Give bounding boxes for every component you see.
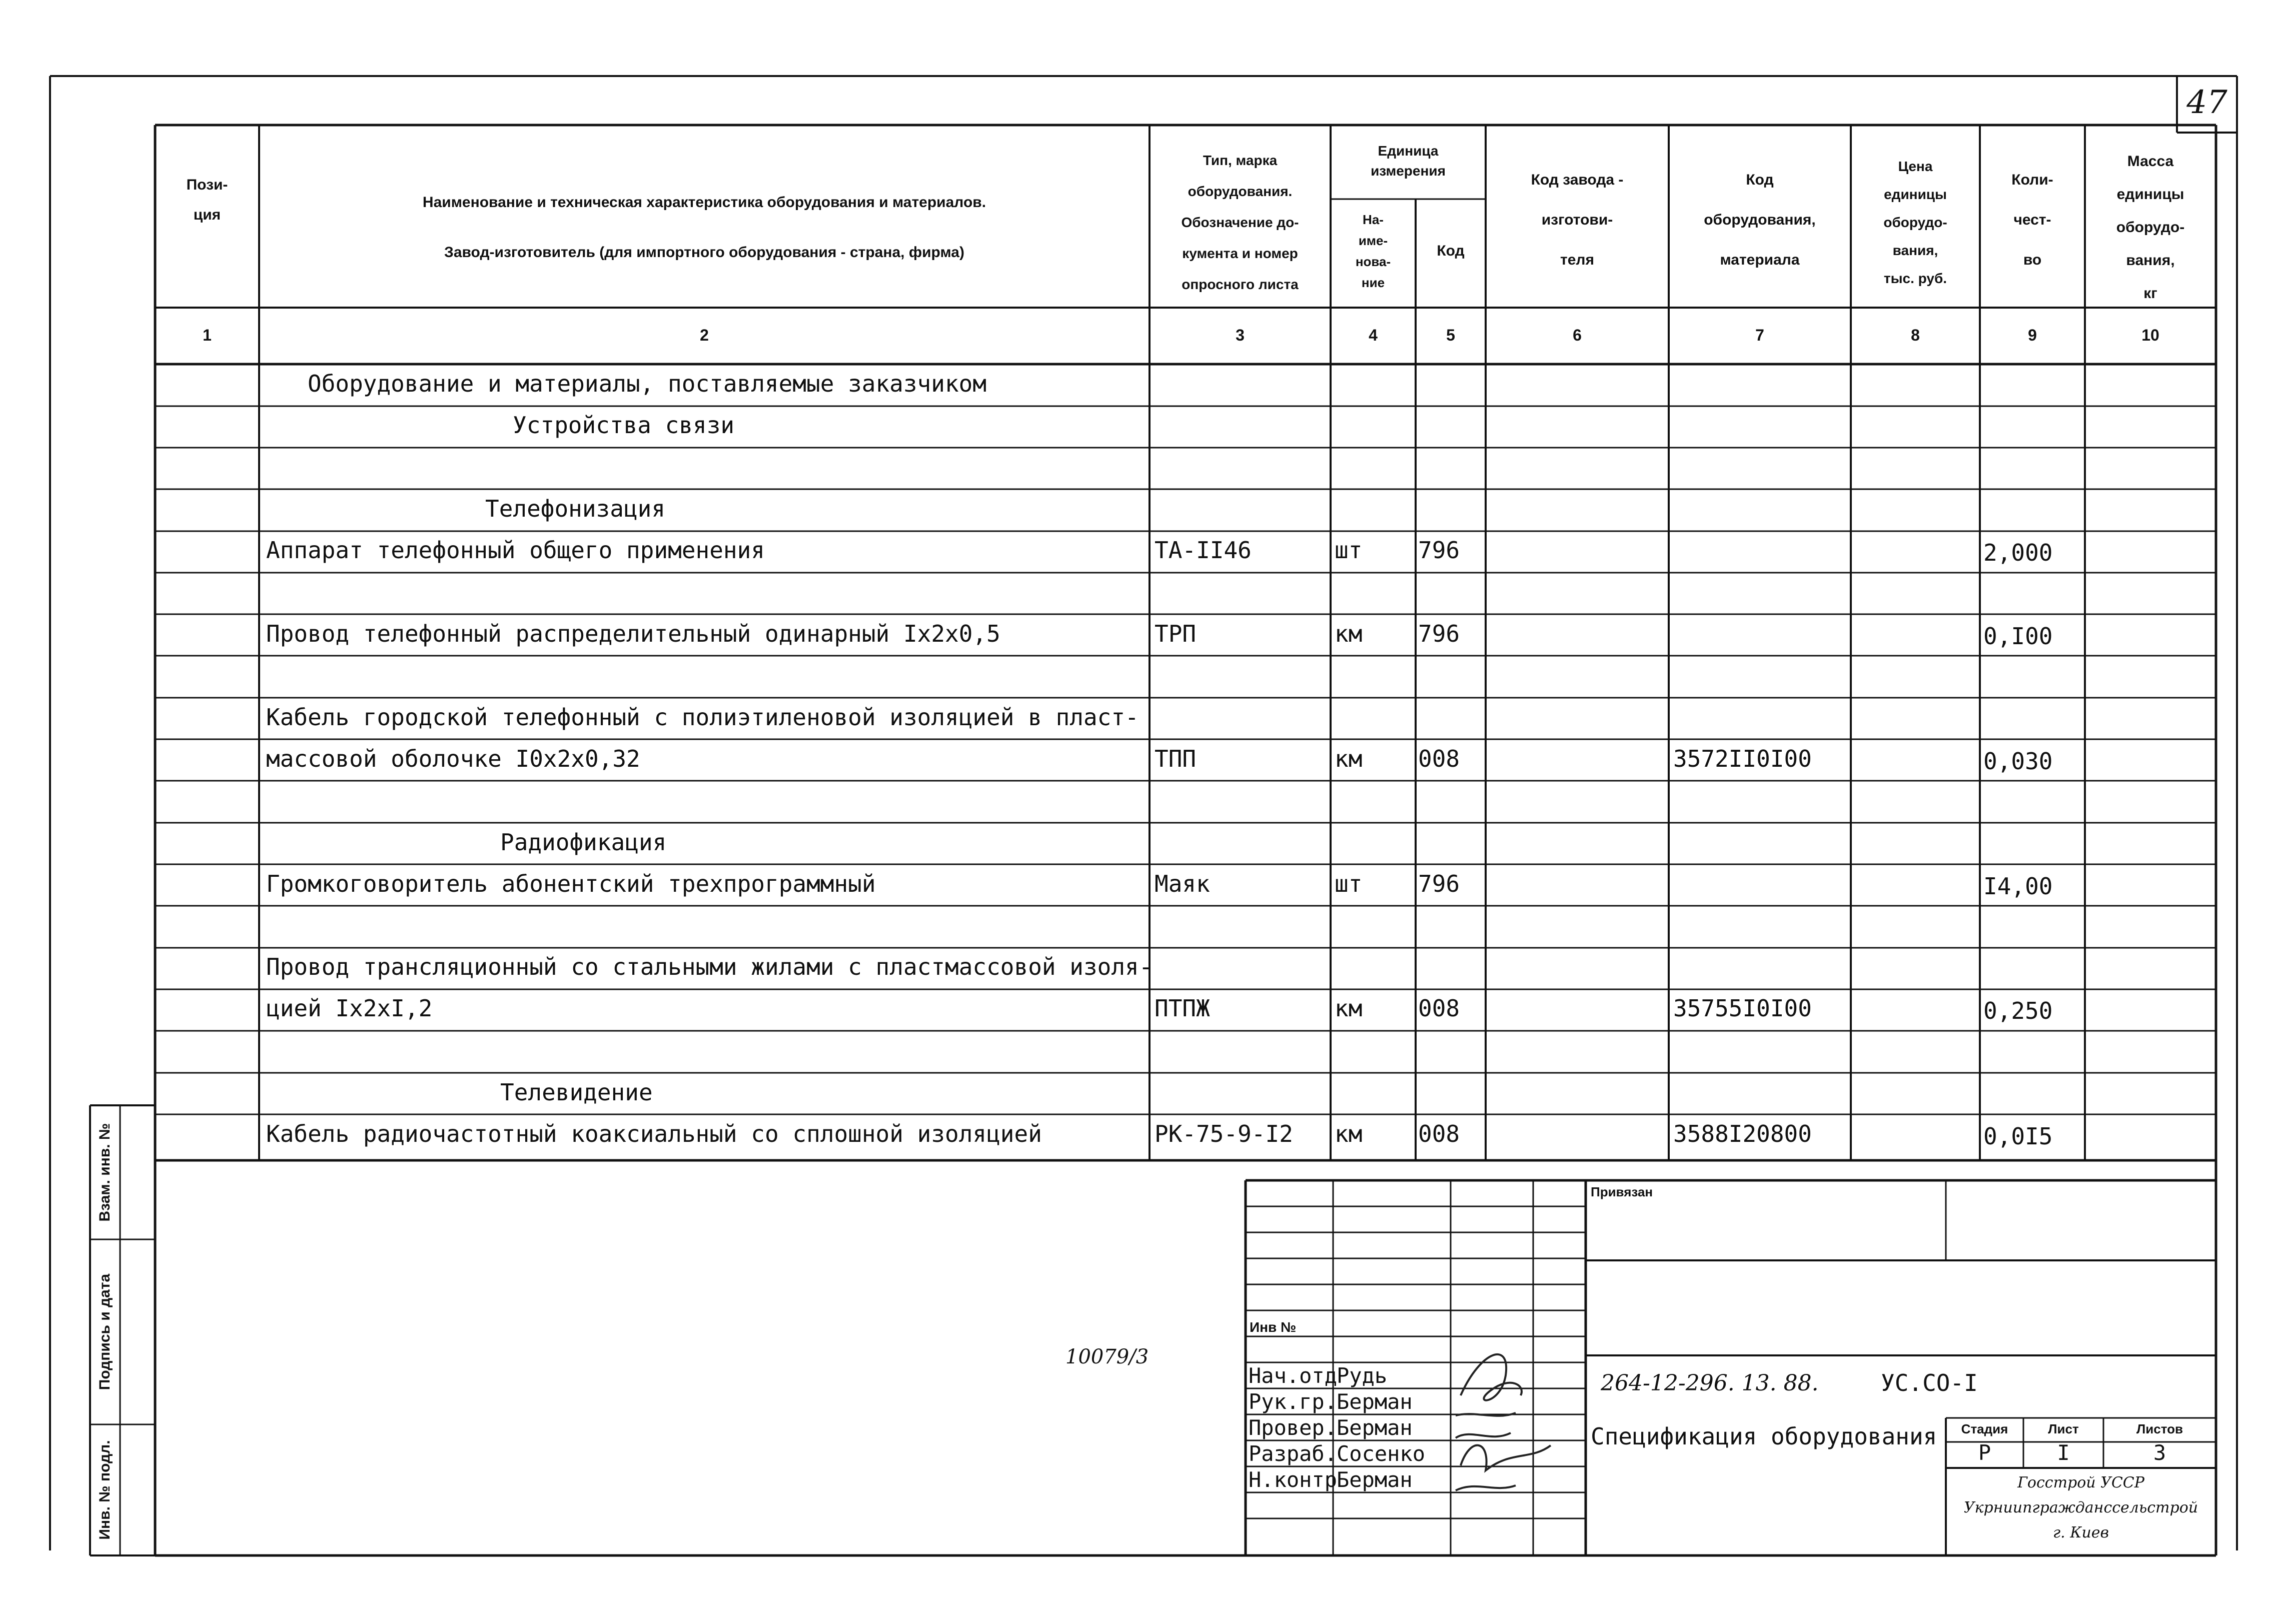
item-name: Громкоговоритель абонентский трехпрограммный <box>266 870 876 897</box>
sheet-value: I <box>2057 1440 2070 1465</box>
column-number: 4 <box>1369 326 1378 344</box>
item-qty: 0,030 <box>1983 748 2053 775</box>
staff-role: Разраб. <box>1249 1441 1338 1466</box>
header-factory-code: Код завода - изготови- теля <box>1531 172 1624 268</box>
item-material-code: 35755I0I00 <box>1673 995 1812 1022</box>
staff-role: Н.контр <box>1249 1467 1338 1492</box>
side-stamp-replaced-inv: Взам. инв. № <box>97 1123 113 1222</box>
item-unit-code: 796 <box>1418 537 1460 564</box>
staff-role: Рук.гр. <box>1249 1389 1338 1414</box>
header-mass: Масса единицы оборудо- вания, кг <box>2116 153 2185 302</box>
item-unit: шт <box>1335 537 1363 564</box>
sheet-label: Лист <box>2048 1421 2079 1436</box>
item-type: ТПП <box>1155 745 1197 772</box>
doc-code: УС.СО-I <box>1881 1369 1978 1396</box>
item-unit: шт <box>1335 870 1363 897</box>
inv-no-label: Инв № <box>1250 1319 1297 1335</box>
header-material-code: Код оборудования, материала <box>1704 172 1816 268</box>
header-unit-name: На- име- нова- ние <box>1355 212 1391 290</box>
header-unit: Единица измерения <box>1371 143 1446 179</box>
signatures <box>1451 1320 1601 1500</box>
header-name: Наименование и техническая характеристика оборудования и материалов. Завод-изготовитель (для импортного оборудования - страна, фирма) <box>422 194 986 261</box>
section-heading: Оборудование и материалы, поставляемые заказчиком <box>308 370 987 397</box>
column-number: 8 <box>1911 326 1920 344</box>
sheets-value: 3 <box>2153 1440 2166 1465</box>
side-stamp-signature-date: Подпись и дата <box>97 1273 113 1390</box>
item-unit-code: 008 <box>1418 1120 1460 1147</box>
section-heading: Телевидение <box>500 1079 653 1106</box>
staff-name: Берман <box>1337 1389 1413 1414</box>
column-number: 10 <box>2141 326 2159 344</box>
item-name: цией Iх2хI,2 <box>266 995 433 1022</box>
item-name: Кабель городской телефонный с полиэтиленовой изоляцией в пласт- <box>266 704 1139 731</box>
privyazan-label: Привязан <box>1591 1184 1653 1199</box>
item-material-code: 3572II0I00 <box>1673 745 1812 772</box>
section-heading: Телефонизация <box>485 495 666 522</box>
item-unit: км <box>1335 620 1363 647</box>
header-unit-code: Код <box>1437 243 1465 259</box>
item-qty: 2,000 <box>1983 539 2053 566</box>
item-name: массовой оболочке I0х2х0,32 <box>266 745 640 772</box>
side-stamp-original-inv: Инв. № подл. <box>97 1440 113 1540</box>
column-number: 9 <box>2028 326 2037 344</box>
column-number: 1 <box>203 326 212 344</box>
item-qty: I4,00 <box>1983 873 2053 900</box>
item-name: Провод телефонный распределительный одинарный Iх2х0,5 <box>266 620 1000 647</box>
item-name: Кабель радиочастотный коаксиальный со сплошной изоляцией <box>266 1120 1042 1147</box>
inventory-note: 10079/3 <box>1065 1345 1149 1368</box>
column-number: 6 <box>1573 326 1582 344</box>
header-type: Тип, марка оборудования. Обозначение до- кумента и номер опросного листа <box>1181 153 1299 292</box>
stage-label: Стадия <box>1961 1421 2008 1436</box>
header-position: Пози- ция <box>186 177 228 223</box>
staff-role: Нач.отд <box>1249 1363 1338 1388</box>
stage-value: Р <box>1978 1440 1991 1465</box>
organization: Госстрой УССР Укрниипгражданссельстрой г. Киев <box>1963 1474 2198 1541</box>
item-qty: 0,I00 <box>1983 623 2053 650</box>
item-unit: км <box>1335 745 1363 772</box>
item-qty: 0,250 <box>1983 997 2053 1024</box>
item-type: Маяк <box>1155 870 1210 897</box>
section-heading: Радиофикация <box>500 829 667 856</box>
staff-name: Сосенко <box>1337 1441 1426 1466</box>
item-unit-code: 796 <box>1418 620 1460 647</box>
item-material-code: 3588I20800 <box>1673 1120 1812 1147</box>
header-price: Цена единицы оборудо- вания, тыс. руб. <box>1883 159 1947 286</box>
doc-title: Спецификация оборудования <box>1591 1423 1937 1450</box>
section-heading: Устройства связи <box>513 412 735 439</box>
item-qty: 0,0I5 <box>1983 1123 2053 1150</box>
column-number: 7 <box>1755 326 1764 344</box>
item-type: РК-75-9-I2 <box>1155 1120 1293 1147</box>
doc-number: 264-12-296. 13. 88. <box>1601 1370 1819 1396</box>
item-name: Аппарат телефонный общего применения <box>266 537 765 564</box>
item-unit: км <box>1335 995 1363 1022</box>
staff-role: Провер. <box>1249 1415 1338 1440</box>
item-unit-code: 796 <box>1418 870 1460 897</box>
item-type: ПТПЖ <box>1155 995 1210 1022</box>
staff-name: Берман <box>1337 1415 1413 1440</box>
sheets-label: Листов <box>2136 1421 2183 1436</box>
staff-name: Рудь <box>1337 1363 1388 1388</box>
item-name: Провод трансляционный со стальными жилами с пластмассовой изоля- <box>266 953 1153 980</box>
header-quantity: Коли- чест- во <box>2011 172 2053 268</box>
item-unit-code: 008 <box>1418 995 1460 1022</box>
item-unit-code: 008 <box>1418 745 1460 772</box>
column-number: 5 <box>1446 326 1455 344</box>
item-type: ТА-II46 <box>1155 537 1252 564</box>
column-number: 2 <box>700 326 709 344</box>
item-type: ТРП <box>1155 620 1197 647</box>
sheet-corner-number: 47 <box>2186 84 2227 121</box>
staff-name: Берман <box>1337 1467 1413 1492</box>
item-unit: км <box>1335 1120 1363 1147</box>
column-number: 3 <box>1236 326 1245 344</box>
